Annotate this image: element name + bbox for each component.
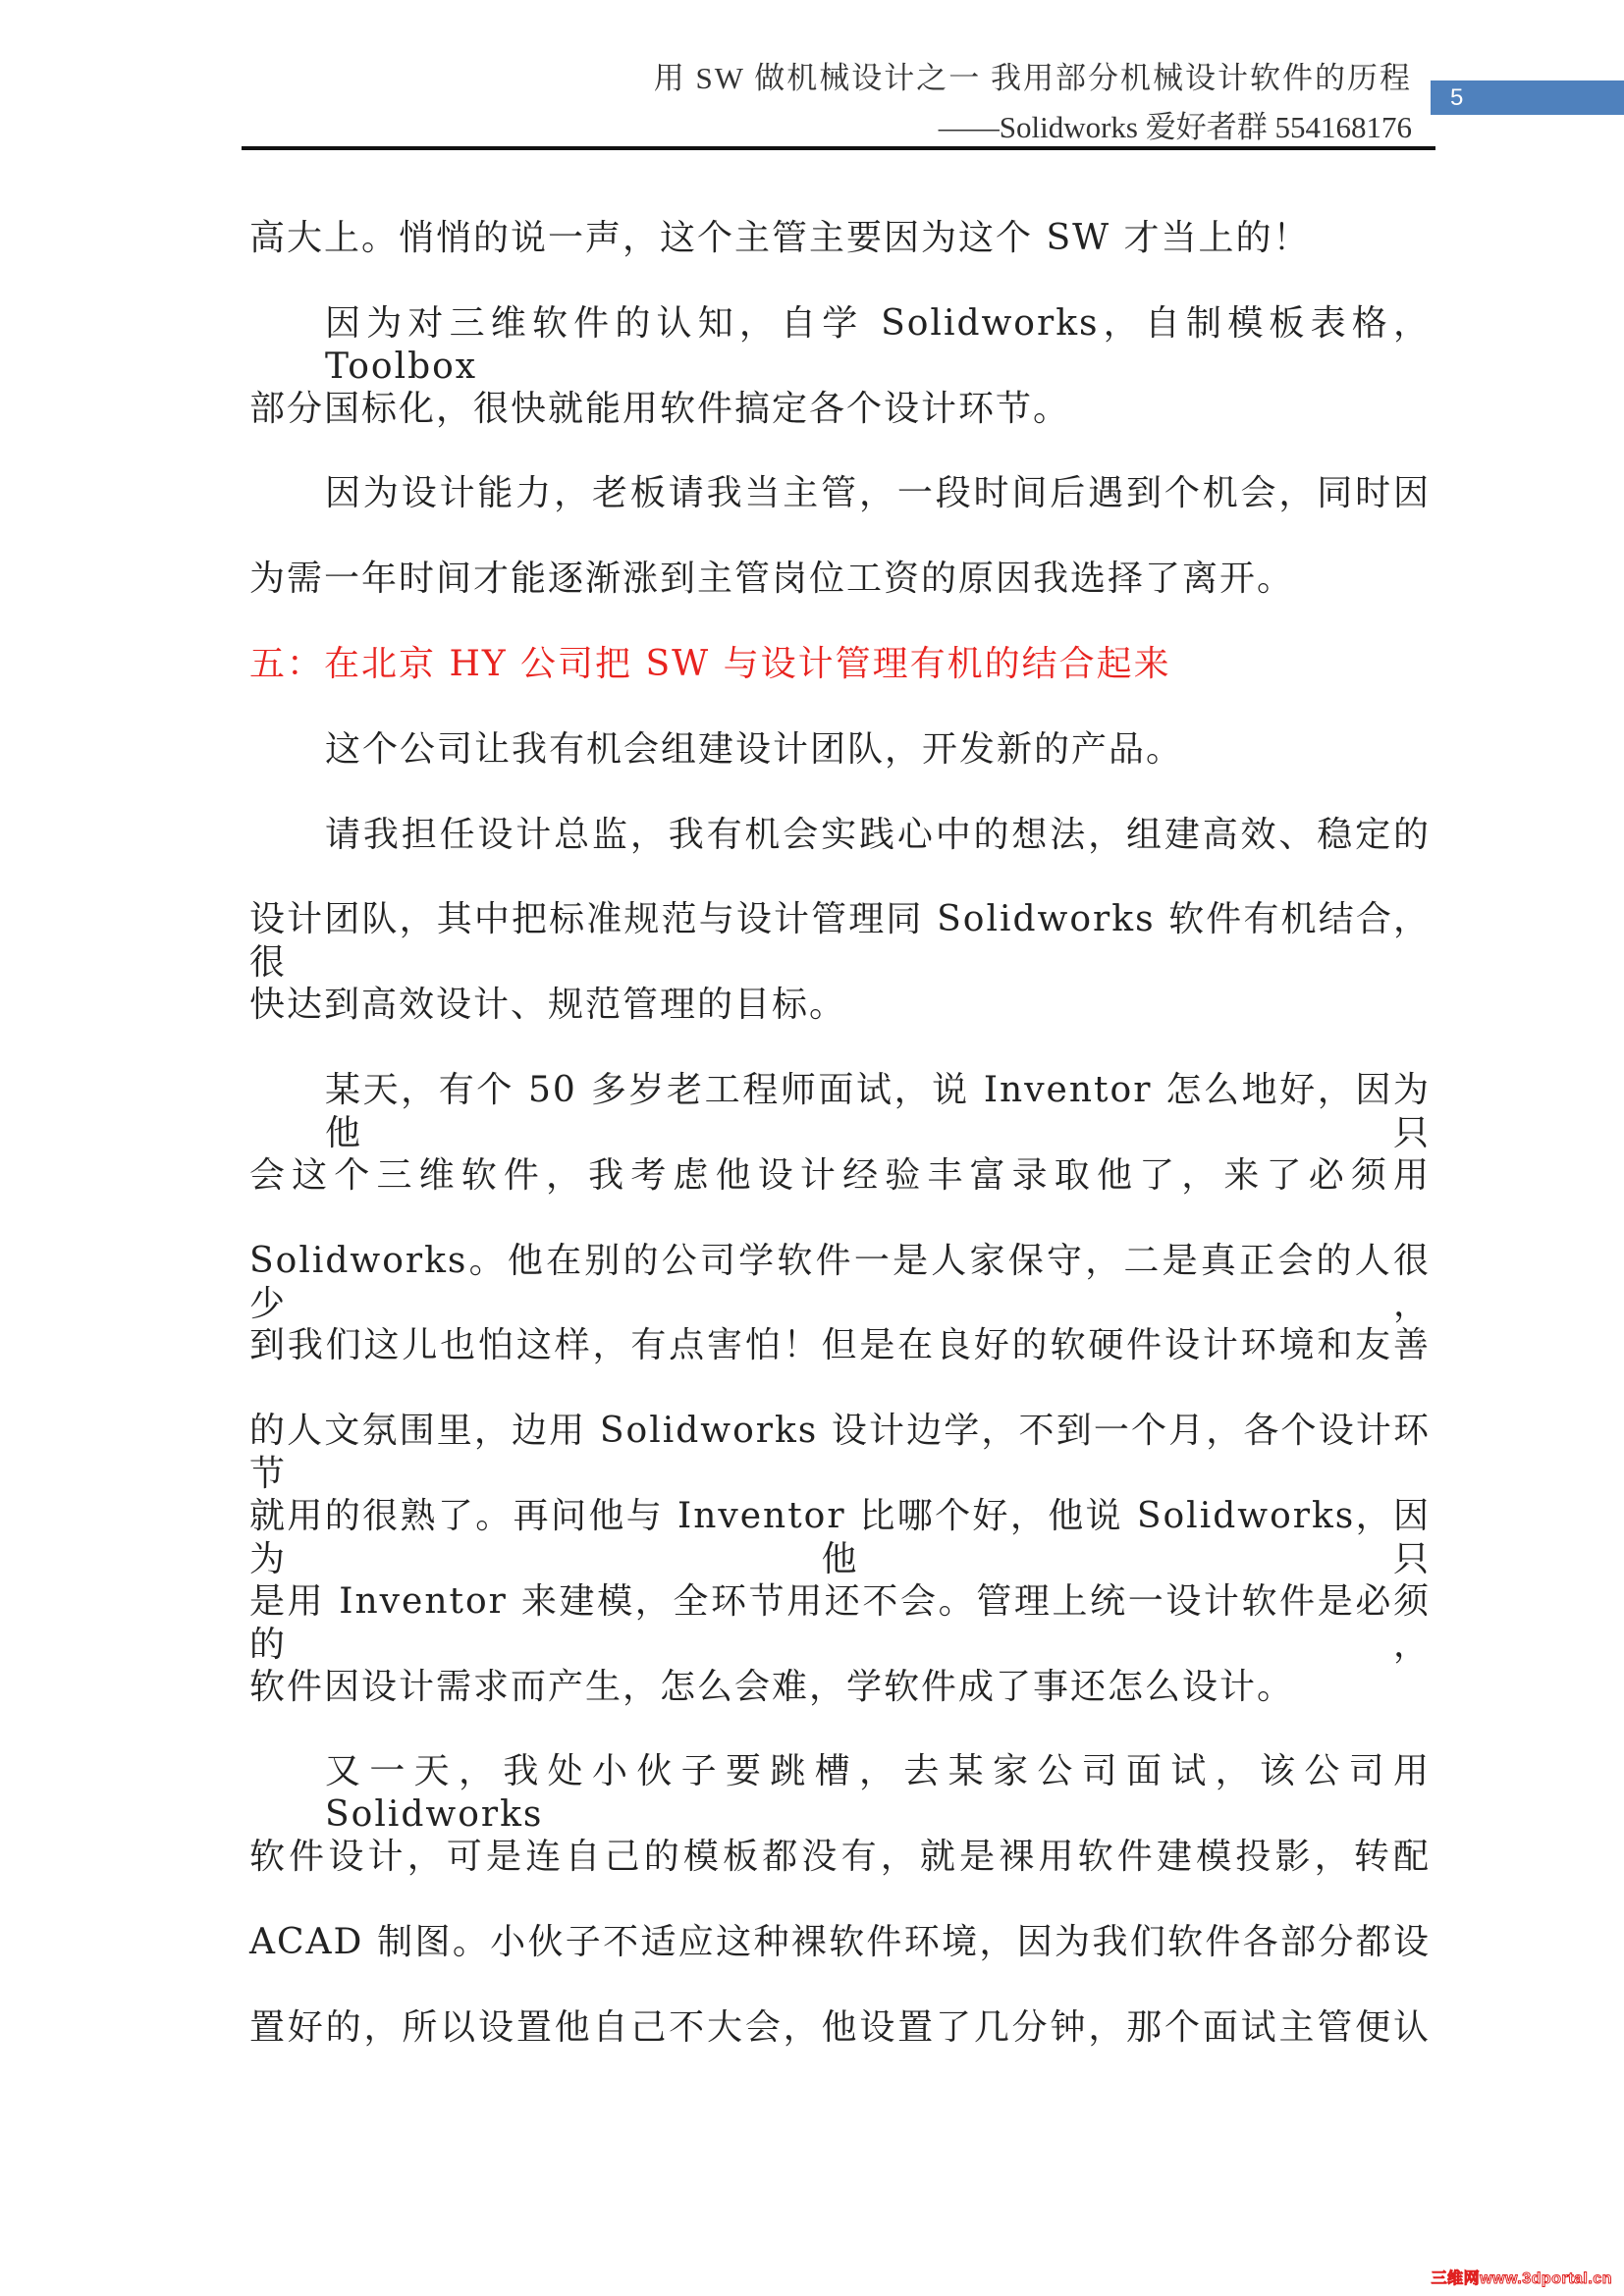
text-line: 设计团队，其中把标准规范与设计管理同 Solidworks 软件有机结合，很 [249,899,1431,984]
text-line: 软件设计，可是连自己的模板都没有，就是裸用软件建模投影，转配 [249,1837,1431,1878]
watermark: 三维网www.3dportal.cn [1431,2270,1612,2287]
section-heading: 五：在北京 HY 公司把 SW 与设计管理有机的结合起来 [249,644,1171,684]
text-line: 快达到高效设计、规范管理的目标。 [249,985,847,1026]
text-line: 为需一年时间才能逐渐涨到主管岗位工资的原因我选择了离开。 [249,559,1295,600]
text-line: 请我担任设计总监，我有机会实践心中的想法，组建高效、稳定的 [325,814,1431,855]
text-line: 是用 Inventor 来建模，全环节用还不会。管理上统一设计软件是必须的， [249,1580,1431,1665]
text-line: 的人文氛围里，边用 Solidworks 设计边学，不到一个月，各个设计环节 [249,1411,1431,1495]
text-line: 到我们这儿也怕这样，有点害怕！但是在良好的软硬件设计环境和友善 [249,1325,1431,1366]
text-line: ACAD 制图。小伙子不适应这种裸软件环境，因为我们软件各部分都设 [249,1922,1431,1962]
text-line: 又一天，我处小伙子要跳槽，去某家公司面试，该公司用 Solidworks [325,1751,1431,1836]
text-line: 因为对三维软件的认知，自学 Solidworks，自制模板表格，Toolbox [325,302,1431,387]
text-line: 软件因设计需求而产生，怎么会难，学软件成了事还怎么设计。 [249,1666,1295,1707]
text-line: 置好的，所以设置他自己不大会，他设置了几分钟，那个面试主管便认 [249,2006,1431,2048]
header-divider [242,146,1435,150]
text-line: 高大上。悄悄的说一声，这个主管主要因为这个 SW 才当上的！ [249,218,1311,258]
text-line: 就用的很熟了。再问他与 Inventor 比哪个好，他说 Solidworks，因为他只 [249,1496,1431,1579]
page-number-badge [1431,80,1624,115]
page-number: 5 [1450,84,1464,111]
text-line: 因为设计能力，老板请我当主管，一段时间后遇到个机会，同时因 [325,473,1431,514]
document-subtitle: ——Solidworks 爱好者群 554168176 [938,110,1412,144]
text-line: 某天，有个 50 多岁老工程师面试，说 Inventor 怎么地好，因为他只 [325,1070,1431,1153]
document-title: 用 SW 做机械设计之一 我用部分机械设计软件的历程 [653,61,1412,95]
text-line: 会这个三维软件，我考虑他设计经验丰富录取他了，来了必须用 [249,1154,1431,1196]
text-line: Solidworks。他在别的公司学软件一是人家保守，二是真正会的人很少， [249,1240,1431,1324]
text-line: 这个公司让我有机会组建设计团队，开发新的产品。 [325,728,1184,770]
text-line: 部分国标化，很快就能用软件搞定各个设计环节。 [249,388,1071,429]
